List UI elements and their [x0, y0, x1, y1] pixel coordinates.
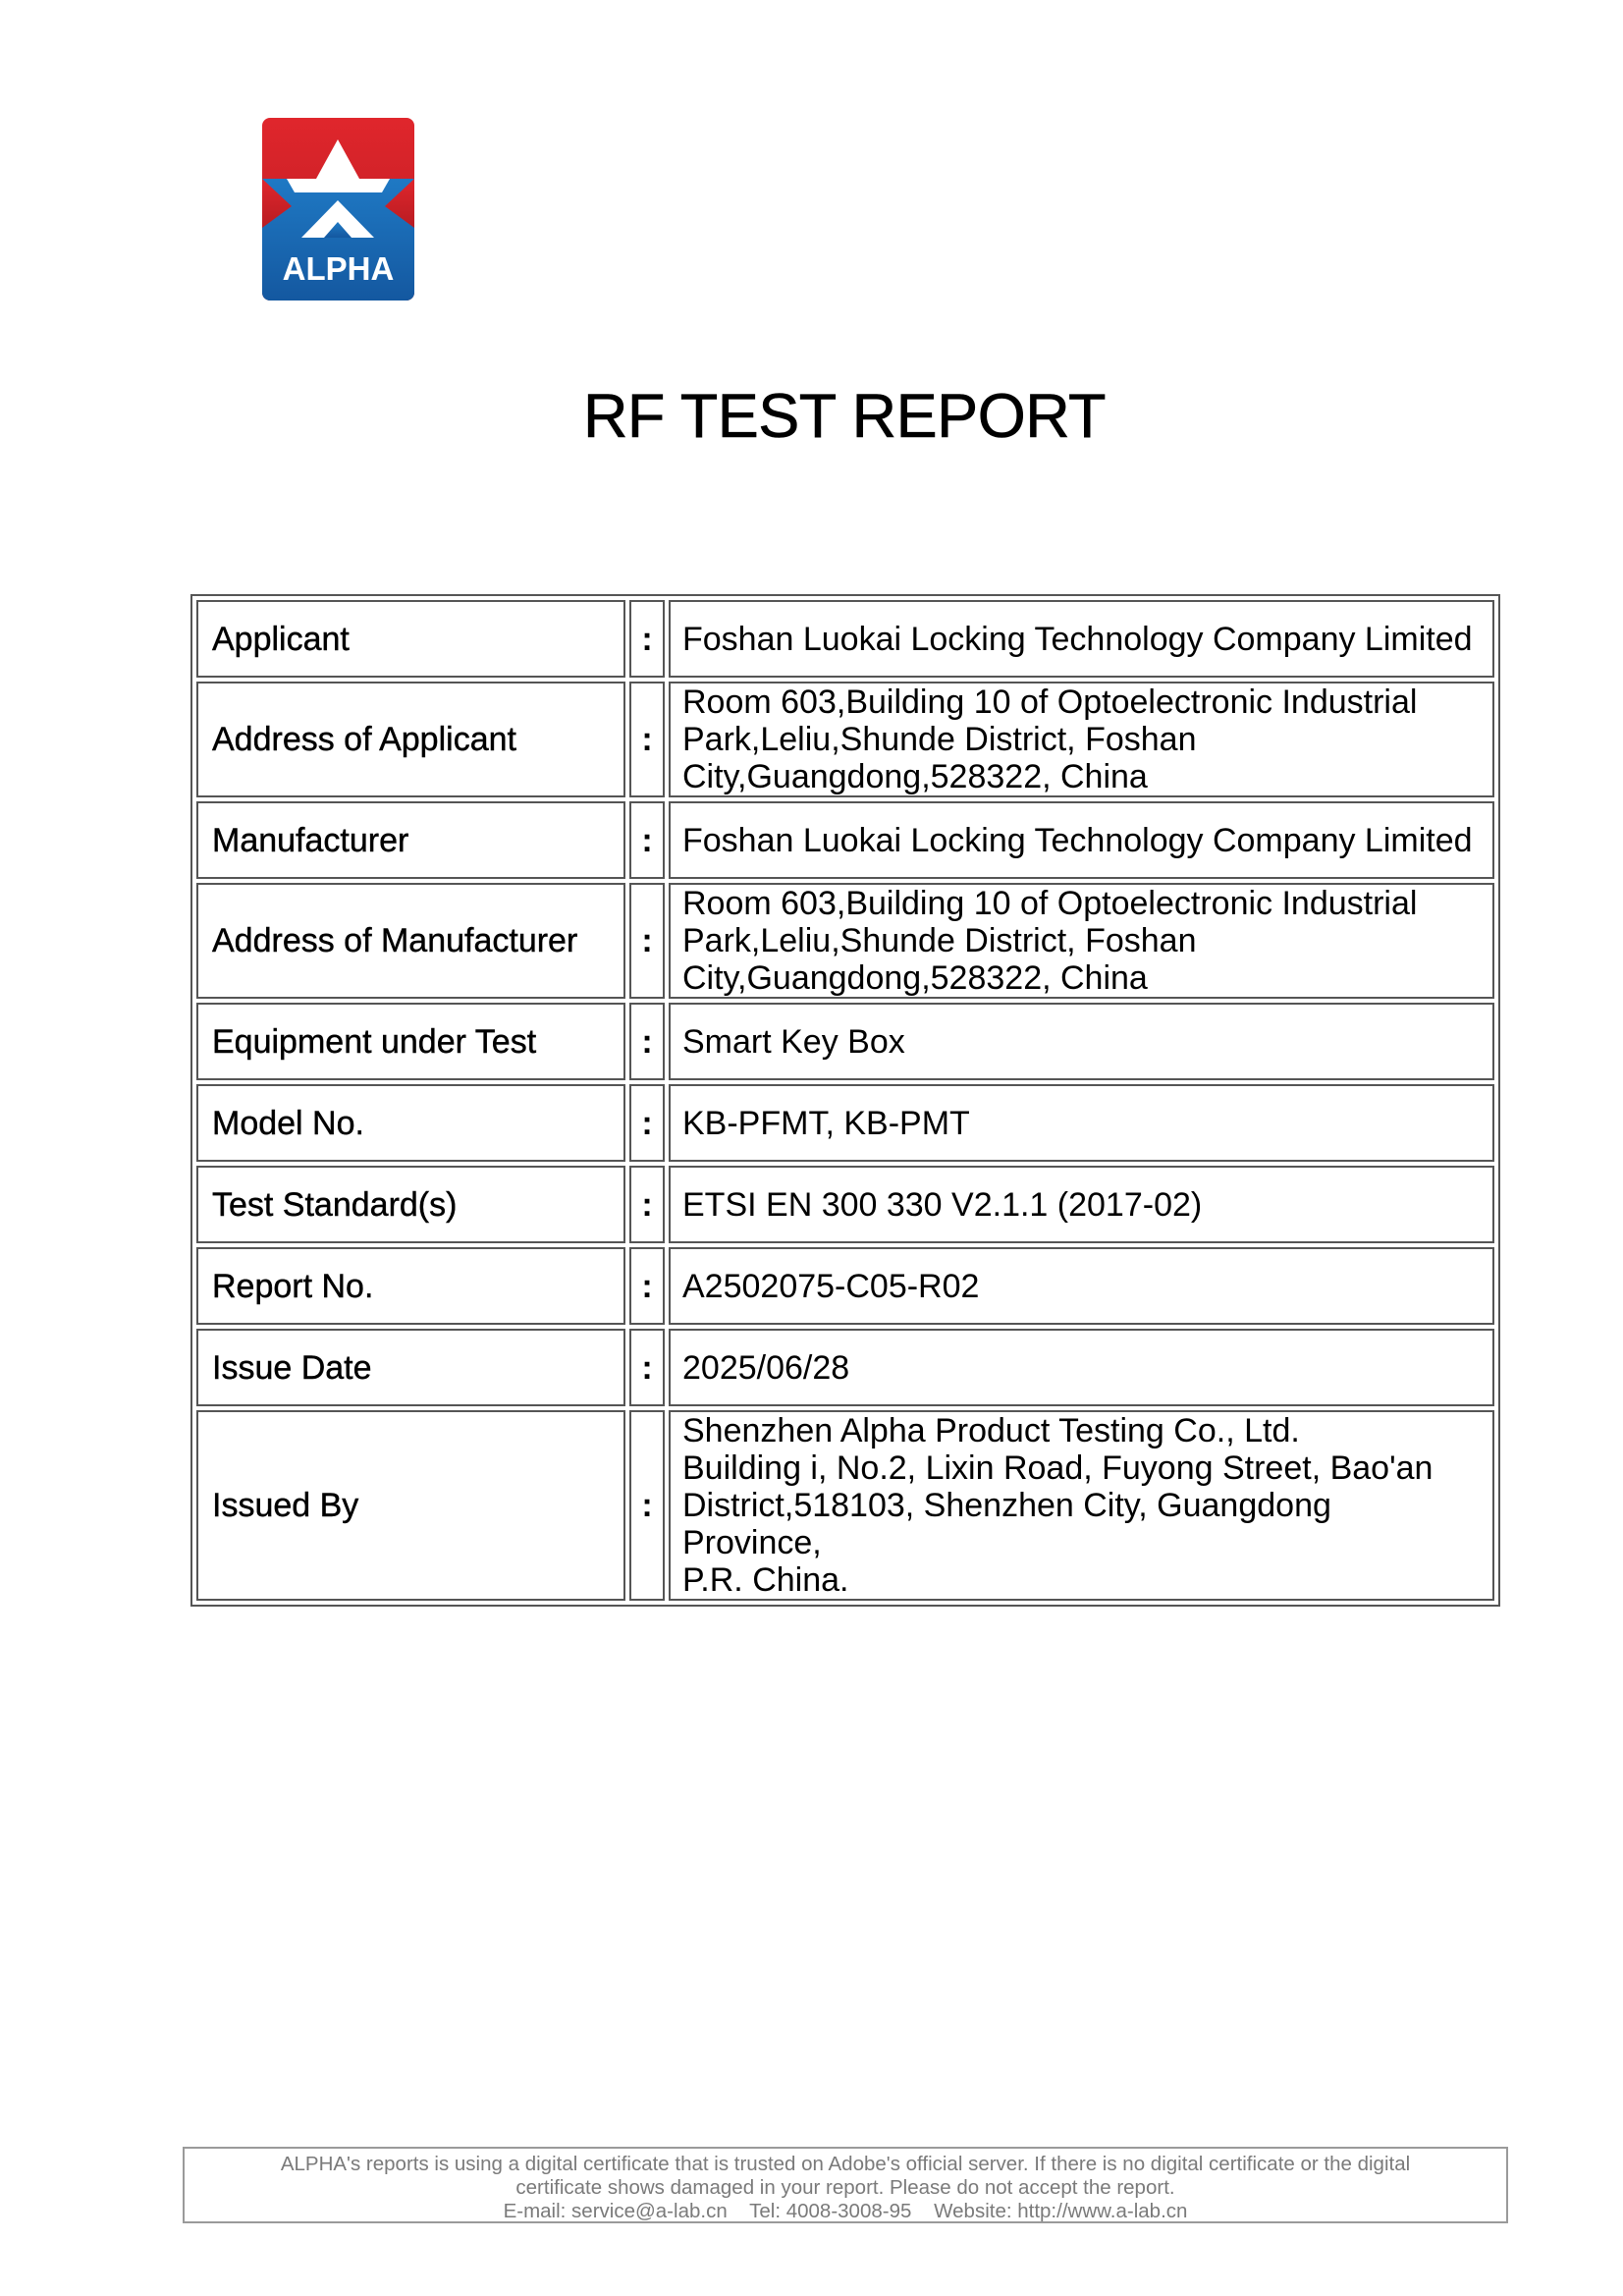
issued-by-label: Issued By: [196, 1410, 625, 1601]
address-of-applicant-line-2: Park,Leliu,Shunde District, Foshan: [682, 721, 1197, 758]
model-no-value-line: KB-PFMT, KB-PMT: [682, 1104, 970, 1142]
address-of-applicant-line-3: City,Guangdong,528322, China: [682, 758, 1148, 795]
test-standards-value: [669, 1166, 1494, 1243]
address-of-applicant-line-1: Room 603,Building 10 of Optoelectronic Industrial: [682, 683, 1418, 721]
equipment-under-test-row: [196, 1003, 1494, 1080]
address-of-manufacturer-line-3: City,Guangdong,528322, China: [682, 959, 1148, 997]
issue-date-colon: :: [629, 1329, 665, 1406]
page-title: RF TEST REPORT: [582, 382, 1107, 451]
report-no-row: [196, 1247, 1494, 1325]
equipment-under-test-colon: :: [629, 1003, 665, 1080]
equipment-under-test-label: Equipment under Test: [196, 1003, 625, 1080]
report-no-value-line: A2502075-C05-R02: [682, 1267, 980, 1305]
address-of-applicant-value: [669, 682, 1494, 797]
issue-date-value: [669, 1329, 1494, 1406]
test-standards-value-line: ETSI EN 300 330 V2.1.1 (2017-02): [682, 1185, 1203, 1224]
equipment-under-test-value: [669, 1003, 1494, 1080]
issued-by-line-4: P.R. China.: [682, 1561, 849, 1599]
issued-by-colon: :: [629, 1410, 665, 1601]
address-of-manufacturer-line-1: Room 603,Building 10 of Optoelectronic Industrial: [682, 885, 1418, 922]
issue-date-label: Issue Date: [196, 1329, 625, 1406]
issued-by-row: [196, 1410, 1494, 1601]
address-of-manufacturer-row: [196, 883, 1494, 999]
model-no-label: Model No.: [196, 1084, 625, 1162]
test-standards-colon: :: [629, 1166, 665, 1243]
applicant-colon: :: [629, 600, 665, 678]
address-of-manufacturer-value: [669, 883, 1494, 999]
model-no-value: [669, 1084, 1494, 1162]
alpha-logo: [262, 118, 414, 301]
manufacturer-row: [196, 801, 1494, 879]
issued-by-line-2: Building i, No.2, Lixin Road, Fuyong Street, Bao'an: [682, 1449, 1434, 1487]
applicant-value-line: Foshan Luokai Locking Technology Company Limited: [682, 620, 1473, 658]
report-info-table: [190, 594, 1500, 1607]
address-of-applicant-colon: :: [629, 682, 665, 797]
manufacturer-value-line: Foshan Luokai Locking Technology Company Limited: [682, 821, 1473, 859]
alpha-logo-mark: [262, 118, 414, 301]
report-no-label: Report No.: [196, 1247, 625, 1325]
report-no-colon: :: [629, 1247, 665, 1325]
equipment-under-test-value-line: Smart Key Box: [682, 1022, 905, 1061]
test-standards-row: [196, 1166, 1494, 1243]
manufacturer-colon: :: [629, 801, 665, 879]
model-no-row: [196, 1084, 1494, 1162]
applicant-label: Applicant: [196, 600, 625, 678]
notice-line-2: certificate shows damaged in your report. Please do not accept the report.: [515, 2176, 1175, 2199]
notice-line-1: ALPHA's reports is using a digital certificate that is trusted on Adobe's official server. If there is no digital certificate or the digital: [280, 2153, 1411, 2175]
applicant-value: [669, 600, 1494, 678]
applicant-row: [196, 600, 1494, 678]
manufacturer-label: Manufacturer: [196, 801, 625, 879]
report-no-value: [669, 1247, 1494, 1325]
contact-line: E-mail: service@a-lab.cn Tel: 4008-3008-95 Website: http://www.a-lab.cn: [503, 2200, 1188, 2222]
issue-date-value-line: 2025/06/28: [682, 1348, 850, 1387]
model-no-colon: :: [629, 1084, 665, 1162]
address-of-applicant-label: Address of Applicant: [196, 682, 625, 797]
issue-date-row: [196, 1329, 1494, 1406]
address-of-manufacturer-label: Address of Manufacturer: [196, 883, 625, 999]
test-standards-label: Test Standard(s): [196, 1166, 625, 1243]
issued-by-value: [669, 1410, 1494, 1601]
address-of-manufacturer-line-2: Park,Leliu,Shunde District, Foshan: [682, 922, 1197, 959]
digital-certificate-notice: [183, 2147, 1508, 2223]
manufacturer-value: [669, 801, 1494, 879]
address-of-applicant-row: [196, 682, 1494, 797]
address-of-manufacturer-colon: :: [629, 883, 665, 999]
issued-by-line-3: District,518103, Shenzhen City, Guangdong Province,: [682, 1487, 1331, 1561]
issued-by-line-1: Shenzhen Alpha Product Testing Co., Ltd.: [682, 1412, 1300, 1449]
logo-text: ALPHA: [282, 250, 395, 287]
